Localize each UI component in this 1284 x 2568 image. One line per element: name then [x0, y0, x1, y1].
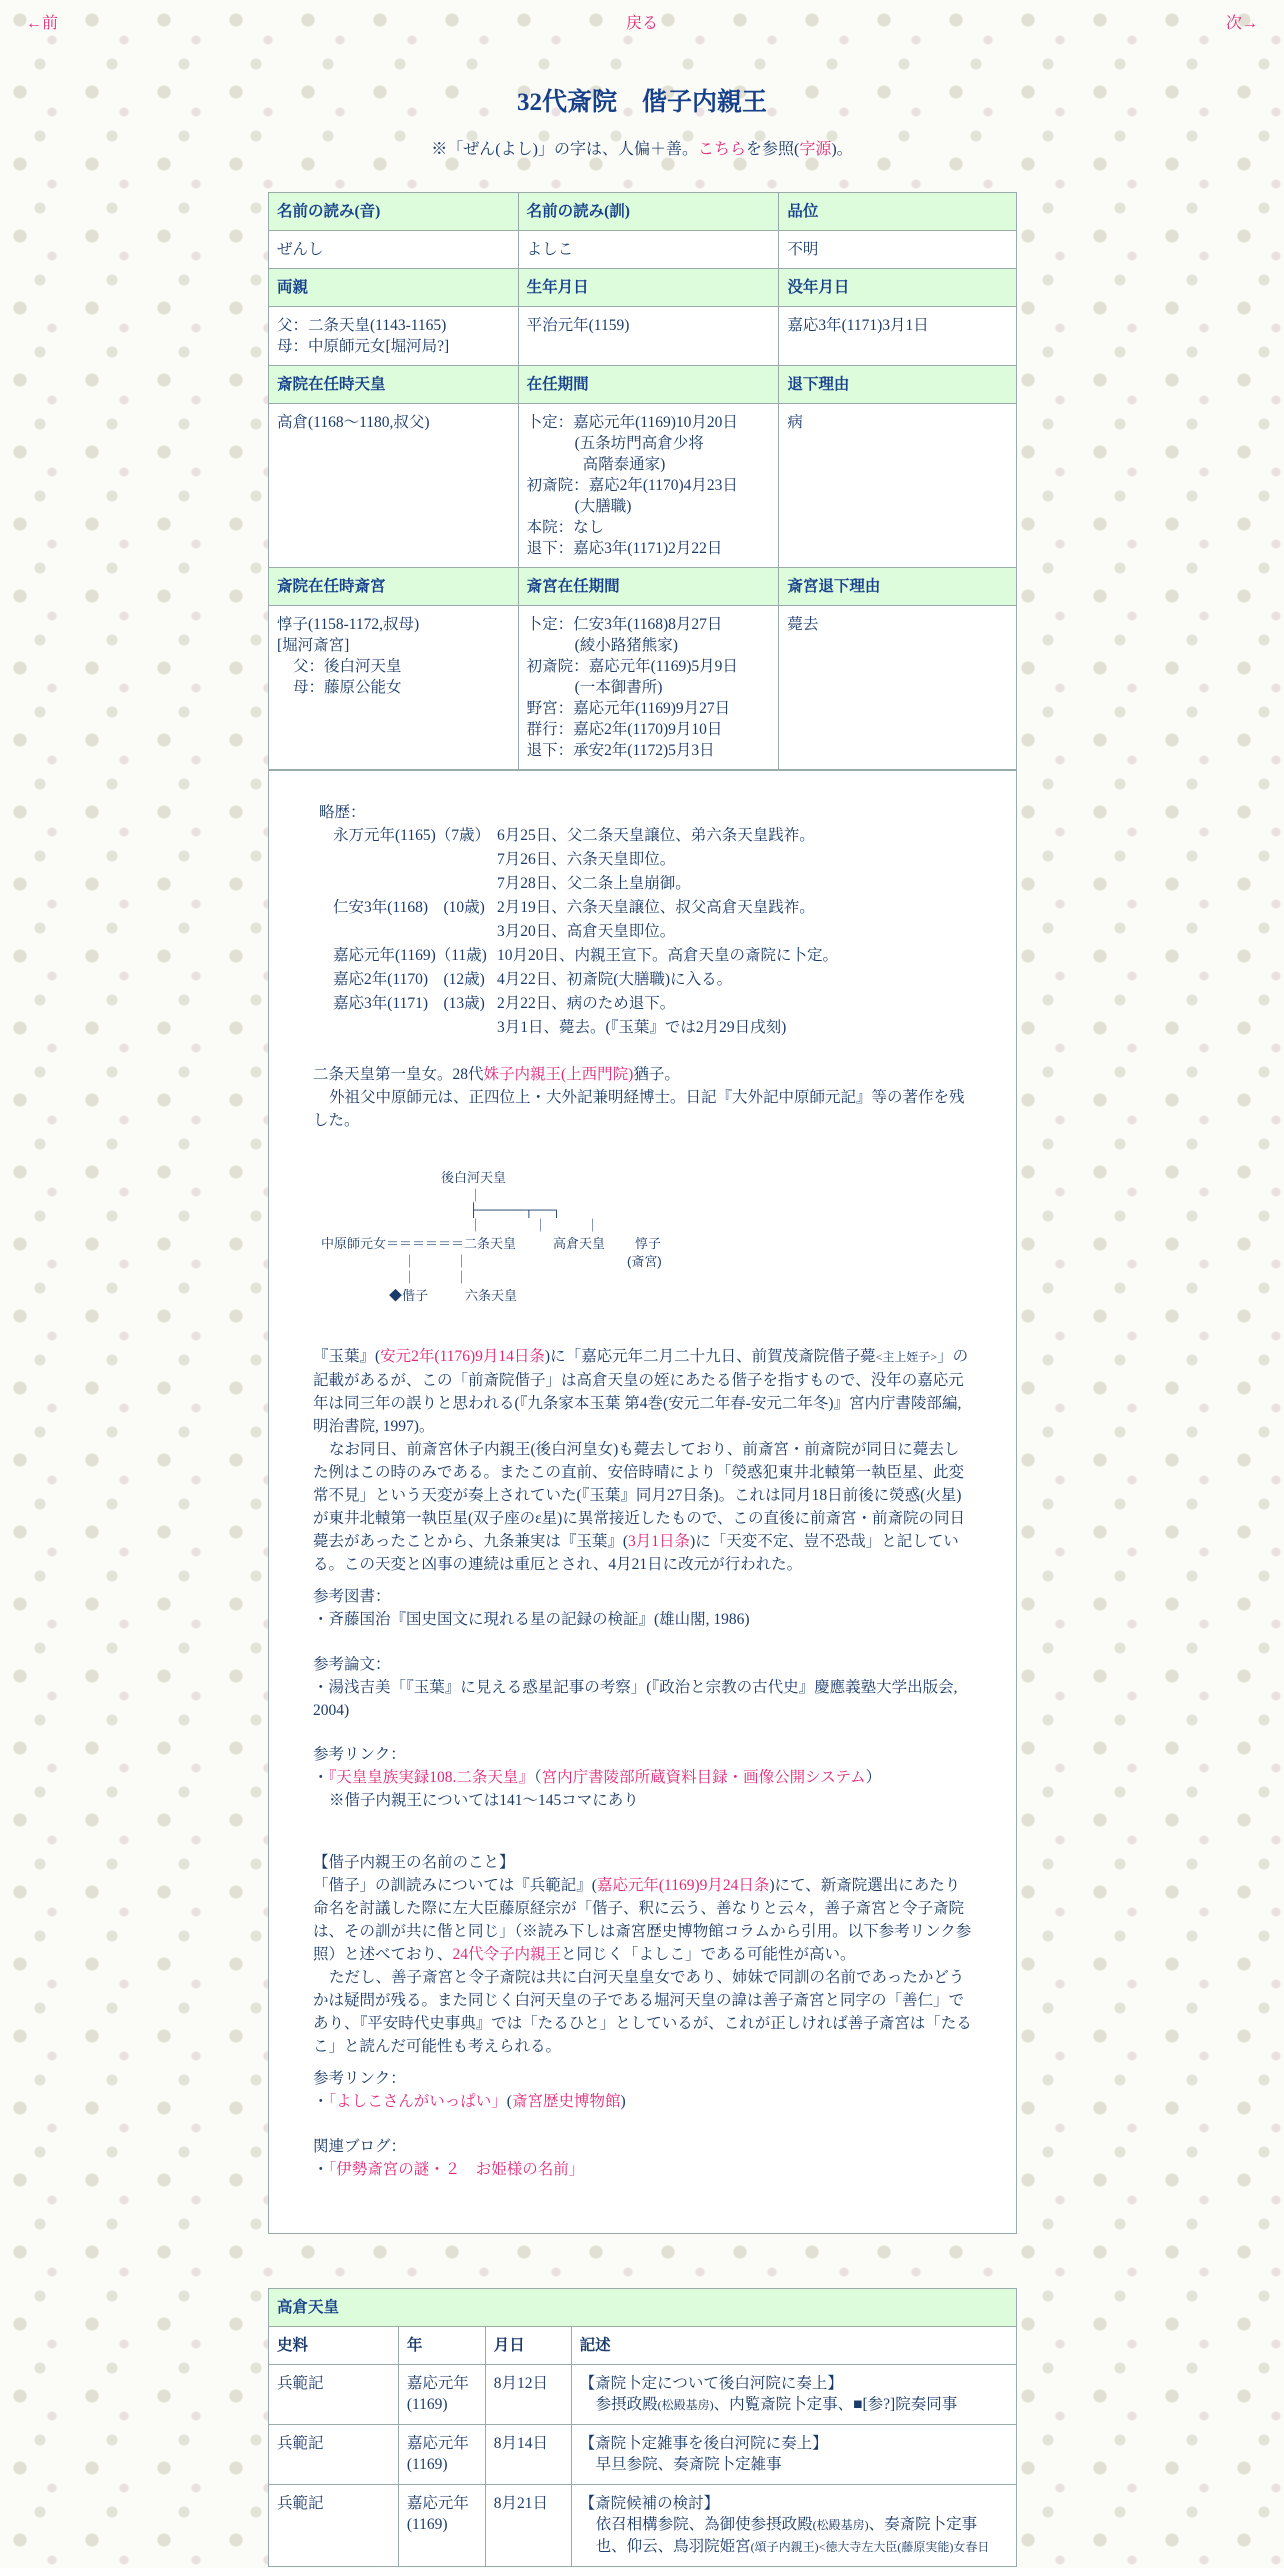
next-link[interactable]: 次→ — [1225, 15, 1258, 32]
gyokuyo-date2: 3月1日条 — [628, 1533, 691, 1550]
kanji-note — [0, 136, 1284, 159]
history-year — [333, 872, 497, 896]
history-event: 4月22日、初斎院(大膳職)に入る。 — [497, 971, 733, 988]
value-birth: 平治元年(1159) — [518, 307, 779, 366]
value-death: 嘉応3年(1171)3月1日 — [779, 307, 1017, 366]
tree-line: ├─────┬──┐ — [469, 1202, 562, 1217]
yoshiko-link[interactable]: 「よしこさんがいっぱい」 — [328, 2093, 507, 2110]
tree-line: ｜ ｜ — [403, 1270, 469, 1285]
bio-paragraph: 二条天皇第一皇女。28代姝子内親王(上西門院)猶子。 外祖父中原師元は、正四位上・大外記兼明経博士。日記『大外記中原師元記』等の著作を残した。 — [313, 1066, 965, 1129]
jigen-link[interactable]: 字源 — [799, 141, 832, 158]
header-saigu-term: 斎宮在任期間 — [518, 568, 779, 606]
reference-papers: 参考論文： ・湯浅吉美「『玉葉』に見える惑星記事の考察」(『政治と宗教の古代史』慶應義塾大学出版会, 2004) — [313, 1656, 958, 1719]
tree-moromoto: 中原師元女＝＝＝＝＝＝二条天皇 — [321, 1236, 517, 1251]
history-year: 永万元年(1165)（7歳） — [333, 827, 490, 844]
col-year: 年 — [398, 2327, 485, 2365]
header-reading-on: 名前の読み(音) — [269, 193, 519, 231]
note-text: ※「ぜん(よし)」の字は、人偏＋善。 — [431, 141, 698, 158]
history-event: 2月22日、病のため退下。 — [497, 995, 676, 1012]
history-year: 嘉応2年(1170) (12歳) — [333, 971, 485, 988]
biography-box — [268, 770, 1017, 2234]
header-parents: 両親 — [269, 269, 519, 307]
header-reading-kun: 名前の読み(訓) — [518, 193, 779, 231]
tree-goshirakawa: 後白河天皇 — [441, 1170, 507, 1185]
reference-links: 参考リンク： ・『天皇皇族実録108.二条天皇』（宮内庁書陵部所蔵資料目録・画像公開システム） ※偕子内親王については141～145コマにあり — [313, 1746, 882, 1809]
value-reading-on: ぜんし — [269, 231, 519, 269]
table-row: 兵範記 嘉応元年 (1169) 8月14日 【斎院卜定雑事を後白河院に奏上】 早旦参院、奏斎院卜定雑事 — [269, 2425, 1017, 2485]
table-row: 兵範記 嘉応元年 (1169) 8月12日 【斎院卜定について後白河院に奏上】 参摂政殿(松殿基房)、内覧斎院卜定事、■[参?]院奏同事 — [269, 2365, 1017, 2425]
header-rank: 品位 — [779, 193, 1017, 231]
history-year — [333, 920, 497, 944]
prev-link[interactable]: ←前 — [26, 15, 59, 32]
history-event: 2月19日、六条天皇譲位、叔父高倉天皇践祚。 — [497, 899, 815, 916]
value-reading-kun: よしこ — [518, 231, 779, 269]
value-retire-reason: 病 — [779, 404, 1017, 568]
col-desc: 記述 — [571, 2327, 1016, 2365]
history-event: 3月20日、高倉天皇即位。 — [497, 923, 676, 940]
museum-link[interactable]: 斎宮歴史博物館 — [511, 2093, 621, 2110]
records-table — [268, 2288, 1017, 2567]
history-event: 10月20日、内親王宣下。高倉天皇の斎院に卜定。 — [497, 947, 839, 964]
header-term: 在任期間 — [518, 366, 779, 404]
history-year: 嘉応元年(1169)（11歳) — [333, 947, 487, 964]
header-saigu-reason: 斎宮退下理由 — [779, 568, 1017, 606]
jitsuroku-link[interactable]: 『天皇皇族実録108.二条天皇』 — [328, 1769, 534, 1786]
value-saigu-term: 卜定：仁安3年(1168)8月27日 (綾小路猪熊家) 初斎院：嘉応元年(1169)5月9日 (一本御書所) 野宮：嘉応元年(1169)9月27日 群行：嘉応2年(1170)9月10日 退下：承安2年(1172)5月3日 — [518, 606, 779, 770]
blog-link[interactable]: 「伊勢斎宮の謎・２ お姫様の名前」 — [328, 2161, 585, 2178]
history-year: 仁安3年(1168) (10歳) — [333, 899, 485, 916]
related-blog: 関連ブログ： ・「伊勢斎宮の謎・２ お姫様の名前」 — [313, 2138, 585, 2178]
col-source: 史料 — [269, 2327, 399, 2365]
tree-line: ｜ ｜ ｜ — [469, 1218, 600, 1233]
history-event: 7月28日、父二条上皇崩御。 — [497, 875, 691, 892]
note-text-post: )。 — [831, 141, 853, 158]
tree-line: ｜ ｜ — [403, 1254, 469, 1269]
value-term: 卜定：嘉応元年(1169)10月20日 (五条坊門高倉少将 高階泰通家) 初斎院：嘉応2年(1170)4月23日 (大膳職) 本院：なし 退下：嘉応3年(1171)2月22日 — [518, 404, 779, 568]
header-saigu: 斎院在任時斎宮 — [269, 568, 519, 606]
page-title: 32代斎院 偕子内親王 — [516, 89, 767, 116]
gyokuyo-paragraph: 『玉葉』(安元2年(1176)9月14日条)に「嘉応元年二月二十九日、前賀茂斎院偕子薨<主上姪子>」の記載があるが、この「前斎院偕子」は高倉天皇の姪にあたる偕子を指すもので、没年の嘉応元年は同三年の誤りと思われる(『九条家本玉葉 第4巻(安元二年春-安元二年冬)』宮内庁書陵部編,明治書院, 1997)。 なお同日、前斎宮休子内親王(後白河皇女)も薨去しており、前斎宮・前斎院が同日に薨去した例はこの時のみである。またこの直前、安倍時晴により「熒惑犯東井北轅第一執臣星、此変常不見」という天変が奏上されていた(『玉葉』同月27日条)。これは同月18日前後に熒惑(火星)が東井北轅第一執臣星(双子座のε星)に異常接近したもので、この直後に前斎宮・前斎院の同日薨去があったことから、九条兼実は『玉葉』(3月1日条)に「天変不定、豈不恐哉」と記している。この天変と凶事の連続は重厄とされ、4月21日に改元が行われた。 — [313, 1348, 969, 1573]
shoryobu-link[interactable]: 宮内庁書陵部所蔵資料目録・画像公開システム — [541, 1769, 866, 1786]
value-rank: 不明 — [779, 231, 1017, 269]
history-event: 3月1日、薨去。(『玉葉』では2月29日戌刻) — [497, 1019, 787, 1036]
value-parents: 父：二条天皇(1143-1165) 母：中原師元女[堀河局?] — [269, 307, 519, 366]
history-event: 6月25日、父二条天皇譲位、弟六条天皇践祚。 — [497, 827, 815, 844]
value-saigu-reason: 薨去 — [779, 606, 1017, 770]
tree-saigu: (斎宮) — [627, 1254, 662, 1269]
value-saigu: 惇子(1158-1172,叔母) [堀河斎宮] 父：後白河天皇 母：藤原公能女 — [269, 606, 519, 770]
records-title: 高倉天皇 — [269, 2289, 1017, 2327]
reference-books: 参考図書： ・斉藤国治『国史国文に現れる星の記録の検証』(雄山閣, 1986) — [313, 1588, 750, 1628]
header-emperor: 斎院在任時天皇 — [269, 366, 519, 404]
tree-rokujo: 六条天皇 — [465, 1288, 518, 1303]
history-label: 略歴： — [319, 804, 366, 821]
history-year — [333, 848, 497, 872]
shushi-link[interactable]: 姝子内親王(上西門院) — [483, 1066, 634, 1083]
kanji-link[interactable]: こちら — [697, 141, 746, 158]
reishi-link[interactable]: 24代令子内親王 — [452, 1946, 562, 1963]
back-link[interactable]: 戻る — [626, 15, 659, 32]
history-year — [333, 1016, 497, 1040]
info-table — [268, 192, 1017, 770]
tree-atsuko: 惇子 — [635, 1236, 662, 1251]
value-emperor: 高倉(1168～1180,叔父) — [269, 404, 519, 568]
header-birth: 生年月日 — [518, 269, 779, 307]
header-death: 没年月日 — [779, 269, 1017, 307]
name-links: 参考リンク： ・「よしこさんがいっぱい」(斎宮歴史博物館) — [313, 2070, 626, 2110]
tree-zenshi: ◆偕子 — [389, 1288, 429, 1303]
header-retire-reason: 退下理由 — [779, 366, 1017, 404]
history-year: 嘉応3年(1171) (13歳) — [333, 995, 485, 1012]
note-text-mid: を参照( — [745, 141, 800, 158]
table-row: 兵範記 嘉応元年 (1169) 8月21日 【斎院候補の検討】 依召相構参院、為御使参摂政殿(松殿基房)、奏斎院卜定事也、仰云、鳥羽院姫宮(頌子内親王)<徳大寺左大臣(藤原実能)女春日 — [269, 2485, 1017, 2567]
hyohanki-date: 嘉応元年(1169)9月24日条 — [596, 1877, 770, 1894]
gyokuyo-date1: 安元2年(1176)9月14日条 — [380, 1348, 545, 1365]
history-event: 7月26日、六条天皇即位。 — [497, 851, 676, 868]
tree-takakura: 高倉天皇 — [553, 1236, 606, 1251]
col-date: 月日 — [485, 2327, 571, 2365]
name-section: 【偕子内親王の名前のこと】 「偕子」の訓読みについては『兵範記』(嘉応元年(1169)9月24日条)にて、新斎院選出にあたり命名を討議した際に左大臣藤原経宗が「偕子、釈に云う、善なりと云々，善子斎宮と令子斎院は、その訓が共に偕と同じ」（※読み下しは斎宮歴史博物館コラムから引用。以下参考リンク参照）と述べており、24代令子内親王と同じく「よしこ」である可能性が高い。 ただし、善子斎宮と令子斎院は共に白河天皇皇女であり、姉妹で同訓の名前であったかどうかは疑問が残る。また同じく白河天皇の子である堀河天皇の諱は善子斎宮と同字の「善仁」であり、『平安時代史事典』では「たるひと」としているが、これが正しければ善子斎宮は「たるこ」と読んだ可能性も考えられる。 — [313, 1854, 972, 2055]
tree-line: ｜ — [469, 1188, 483, 1203]
history-section — [319, 801, 979, 1040]
family-tree — [321, 1166, 721, 1316]
